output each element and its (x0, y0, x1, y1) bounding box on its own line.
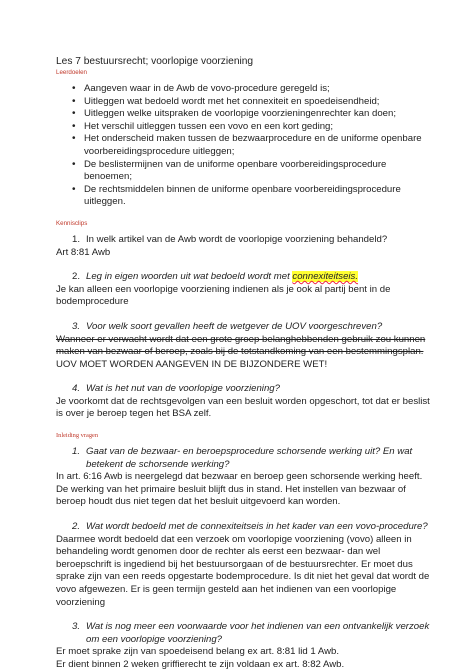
answer-text: In art. 6:16 Awb is neergelegd dat bezwaar en beroep geen schorsende werking heeft. De werking van het primaire besluit blijft dus in stand. Het instellen van bezwaar of beroep houdt dus niet tegen dat het besluit uitgevoerd kan worden. (56, 471, 423, 508)
question-number: 4. (71, 383, 80, 395)
answer-text: Er moet sprake zijn van spoedeisend belang ex art. 8:81 lid 1 Awb. (56, 646, 340, 658)
answer-text: Art 8:81 Awb (56, 246, 111, 258)
answer-text: Je kan alleen een voorlopige voorziening indienen als je ook al partij bent in de bodemprocedure (56, 283, 391, 308)
list-item: • De beslistermijnen van de uniforme openbare voorbereidingsprocedure benoemen; (74, 159, 434, 184)
answer-emphasis: UOV MOET WORDEN AANGEVEN IN DE BIJZONDERE WET! (56, 358, 328, 370)
list-item: • Uitleggen wat bedoeld wordt met het connexiteit en spoedeisendheid; (74, 96, 434, 109)
question-text: Gaat van de bezwaar- en beroepsprocedure schorsende werking uit? En wat betekent de schorsende werking? (86, 446, 413, 470)
question-i1 (56, 446, 434, 471)
question-text: Wat is het nut van de voorlopige voorziening? (86, 383, 280, 395)
struck-through-text: Wanneer er verwacht wordt dat een grote groep belanghebbenden gebruik zou kunnen maken van bezwaar of beroep, zoals bij de totstandkoming van een bestemmingsplan. (56, 333, 426, 358)
question-text (86, 271, 434, 284)
question-number: 2. (71, 271, 80, 283)
question-text: Voor welk soort gevallen heeft de wetgever de UOV voorgeschreven? (86, 320, 383, 332)
answer-text: Daarmee wordt bedoeld dat een verzoek om voorlopige voorziening (vovo) alleen in behandeling wordt genomen door de rechter als eerst een bezwaar- dan wel beroepschrift is ingediend bij het bestuursorgaan of de bestuursrechter. Er moet dus sprake zijn van een reeds opgestarte bodemprocedure. Is dit niet het geval dat wordt de vovo afgewezen. Er is geen termijn gesteld aan het indienen van een voorlopige voorziening (56, 533, 430, 608)
question-text: In welk artikel van de Awb wordt de voorlopige voorziening behandeld? (86, 233, 388, 245)
goals-list (56, 83, 434, 209)
question-i3 (56, 621, 434, 646)
answer-text (56, 334, 434, 372)
section-label-inleiding: Inleiding vragen (56, 432, 99, 440)
question-number: 3. (71, 320, 80, 332)
question-text-part: Leg in eigen woorden uit wat bedoeld wordt met (86, 271, 293, 283)
question-number: 1. (71, 446, 80, 458)
answer-text: Je voorkomt dat de rechtsgevolgen van een besluit worden opgeschort, tot dat er beslist is over je beroep tegen het BSA zelf. (56, 395, 430, 420)
question-k3 (56, 321, 434, 334)
list-item: • Het onderscheid maken tussen de bezwaarprocedure en de uniforme openbare voorbereidingsprocedure uitleggen; (74, 133, 434, 158)
section-label-kennisclips: Kennisclips (56, 219, 88, 227)
question-i2 (56, 521, 434, 534)
list-item: • Het verschil uitleggen tussen een vovo en een kort geding; (74, 121, 434, 134)
question-number: 1. (71, 233, 80, 245)
list-item: • De rechtsmiddelen binnen de uniforme openbare voorbereidingsprocedure uitleggen. (74, 184, 434, 209)
question-number: 2. (71, 521, 80, 533)
question-k1 (56, 234, 434, 247)
section-label-leerdoelen: Leerdoelen (56, 69, 87, 76)
list-item: • Uitleggen welke uitspraken de voorlopige voorzieningenrechter kan doen; (74, 108, 434, 121)
list-item: • Aangeven waar in de Awb de vovo-procedure geregeld is; (74, 83, 434, 96)
answer-text: Er dient binnen 2 weken griffierecht te zijn voldaan ex art. 8:82 Awb. (56, 658, 345, 670)
question-text: Wat wordt bedoeld met de connexiteitseis in het kader van een vovo-procedure? (86, 521, 428, 533)
question-k4 (56, 383, 434, 396)
page-title: Les 7 bestuursrecht; voorlopige voorziening (56, 56, 254, 67)
question-number: 3. (71, 621, 80, 633)
question-k2 (56, 271, 434, 284)
highlighted-term: connexiteitseis. (292, 271, 358, 283)
question-text: Wat is nog meer een voorwaarde voor het indienen van een ontvankelijk verzoek om een voorlopige voorziening? (86, 621, 430, 645)
